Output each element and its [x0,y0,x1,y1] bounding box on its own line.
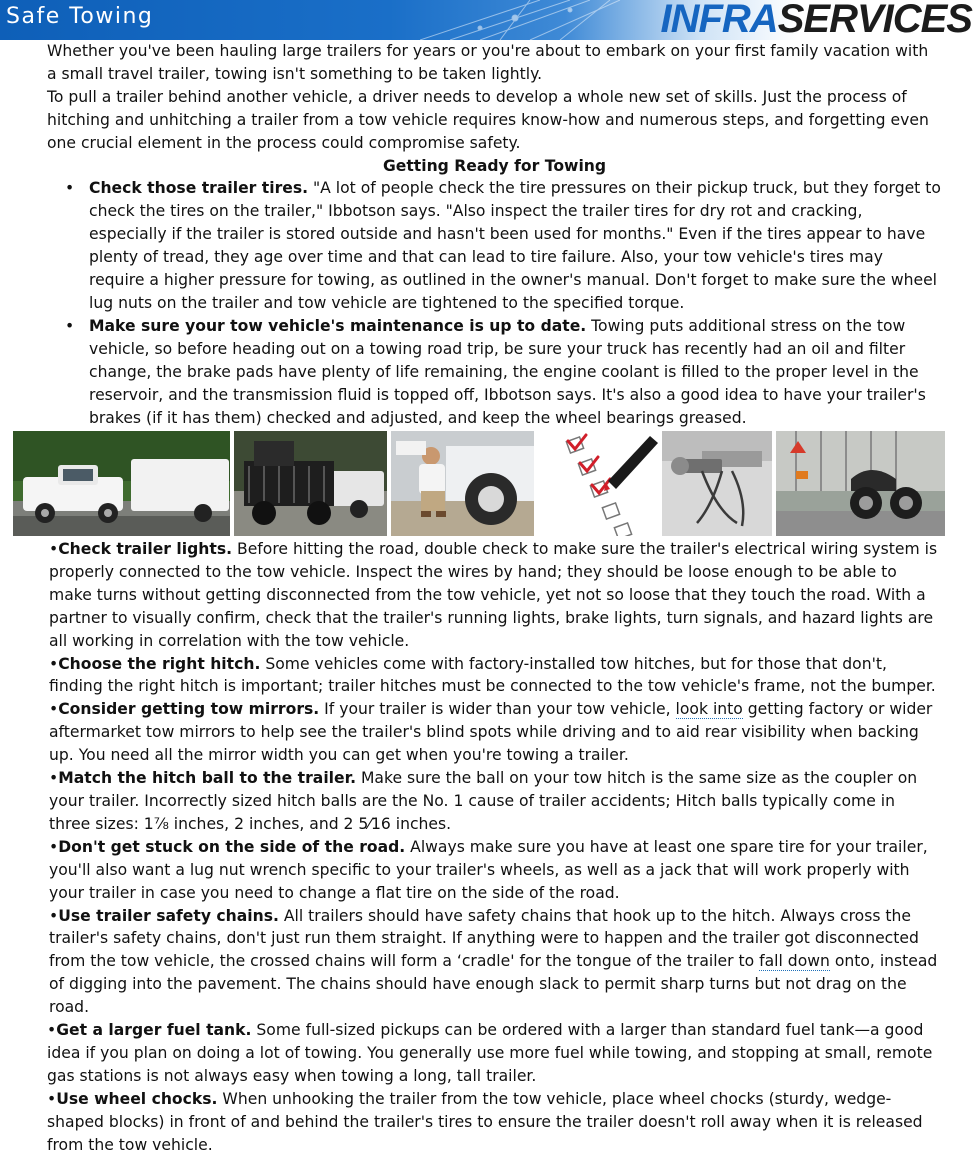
bullet-list [47,177,942,429]
bullet-heading: Make sure your tow vehicle's maintenance is up to date. [89,316,587,335]
bullet-dot: • [65,316,75,335]
underlined-phrase: fall down [759,952,830,971]
tip-heading: Use trailer safety chains. [58,906,279,925]
photo-checklist [538,431,658,536]
decorative-lines [420,0,660,40]
tip-heading: Use wheel chocks. [56,1089,218,1108]
company-logo: INFRASERVICES [660,0,972,40]
tip-paragraph: •Choose the right hitch. Some vehicles come with factory-installed tow hitches, but for those that don't, finding the right hitch is important; trailer hitches must be connected to the tow vehicle's frame, not the bumper. [49,654,936,696]
article-body-top [47,40,942,429]
section-heading: Getting Ready for Towing [382,156,607,175]
photo-utility-trailer [234,431,387,536]
underlined-phrase: look into [675,700,743,719]
tip-heading: Check trailer lights. [58,540,233,558]
photo-twin-axle-trailer [776,431,945,536]
tip-paragraph: •Check trailer lights. Before hitting the road, double check to make sure the trailer's electrical wiring system is properly connected to the tow vehicle. Inspect the wires by hand; they should be loose enough to be able to make turns without getting disconnected from the tow vehicle, yet not so loose that they touch the road. With a partner to visually confirm, check that the trailer's running lights, brake lights, turn signals, and hazard lights are all working in correlation with the tow vehicle. [49,540,938,650]
tip-paragraph: •Use wheel chocks. When unhooking the trailer from the tow vehicle, place wheel chocks (sturdy, wedge-shaped blocks) in front of and behind the trailer's tires to ensure the trailer doesn't roll away when it is released from the tow vehicle. [47,1089,923,1154]
list-item [47,177,942,314]
intro-paragraph: Whether you've been hauling large trailers for years or you're about to embark on your first family vacation with a small travel trailer, towing isn't something to be taken lightly. [47,42,929,83]
tip-heading: Get a larger fuel tank. [56,1021,252,1040]
photo-truck-enclosed-trailer [13,431,230,536]
tip-paragraph: •Don't get stuck on the side of the road. Always make sure you have at least one spare tire for your trailer, you'll also want a lug nut wrench specific to your trailer's wheels, as well as a jack that will work properly with your trailer in case you need to change a flat tire on the side of the road. [49,837,928,902]
bullet-text: "A lot of people check the tire pressures on their pickup truck, but they forget to check the tires on the trailer," Ibbotson says. "Also inspect the trailer tires for dry rot and cracking, especially if the trailer is stored outside and hasn't been used for months." Even if the tires appear to have plenty of tread, they age over time and that can lead to tire failure. Also, your tow vehicle's tires may require a higher pressure for towing, as outlined in the owner's manual. Don't forget to make sure the wheel lug nuts on the trailer and tow vehicle are tightened to the specified torque. [89,179,941,312]
bullet-dot: • [65,179,75,198]
tip-heading: Choose the right hitch. [58,654,261,673]
page-title: Safe Towing [6,4,154,29]
tip-paragraph: •Consider getting tow mirrors. If your trailer is wider than your tow vehicle, look into getting factory or wider aftermarket tow mirrors to help see the trailer's blind spots while driving and to aid rear visibility when backing up. You need all the mirror width you can get when you're towing a trailer. [49,700,933,765]
tip-paragraph: •Get a larger fuel tank. Some full-sized pickups can be ordered with a larger than standard fuel tank—a good idea if you plan on doing a lot of towing. You generally use more fuel while towing, and stopping at small, remote gas stations is not always easy when towing a long, tall trailer. [47,1021,933,1085]
photo-hitch-chains [662,431,772,536]
tip-heading: Consider getting tow mirrors. [58,700,320,719]
tip-paragraph: •Match the hitch ball to the trailer. Make sure the ball on your tow hitch is the same size as the coupler on your trailer. Incorrectly sized hitch balls are the No. 1 cause of trailer accidents; Hitch balls typically come in three sizes: 1⅞ inches, 2 inches, and 2 5⁄16 inches. [49,769,918,833]
tip-paragraph: •Use trailer safety chains. All trailers should have safety chains that hook up to the hitch. Always cross the trailer's safety chains, don't just run them straight. If anything were to happen and the trailer got disconnected from the tow vehicle, the crossed chains will form a ‘cradle' for the tongue of the trailer to fall down onto, instead of digging into the pavement. The chains should have enough slack to permit sharp turns but not drag on the road. [49,906,938,1017]
list-item [47,315,942,430]
bullet-text: Towing puts additional stress on the tow vehicle, so before heading out on a towing road trip, be sure your truck has recently had an oil and filter change, the brake pads have plenty of life remaining, the engine coolant is filled to the proper level in the reservoir, and the transmission fluid is topped off, Ibbotson says. It's also a good idea to have your trailer's brakes (if it has them) checked and adjusted, and keep the wheel bearings greased. [89,316,926,427]
photo-tire-inspection [391,431,534,536]
intro-paragraph: To pull a trailer behind another vehicle, a driver needs to develop a whole new set of skills. Just the process of hitching and unhitching a trailer from a tow vehicle requires know-how and numerous steps, and forgetting even one crucial element in the process could compromise safety. [47,87,929,152]
tip-heading: Don't get stuck on the side of the road. [58,837,406,856]
article-body-bottom [49,538,939,1156]
header-banner [0,0,974,40]
tip-heading: Match the hitch ball to the trailer. [58,769,356,788]
photo-strip [13,431,949,536]
bullet-heading: Check those trailer tires. [89,179,309,198]
